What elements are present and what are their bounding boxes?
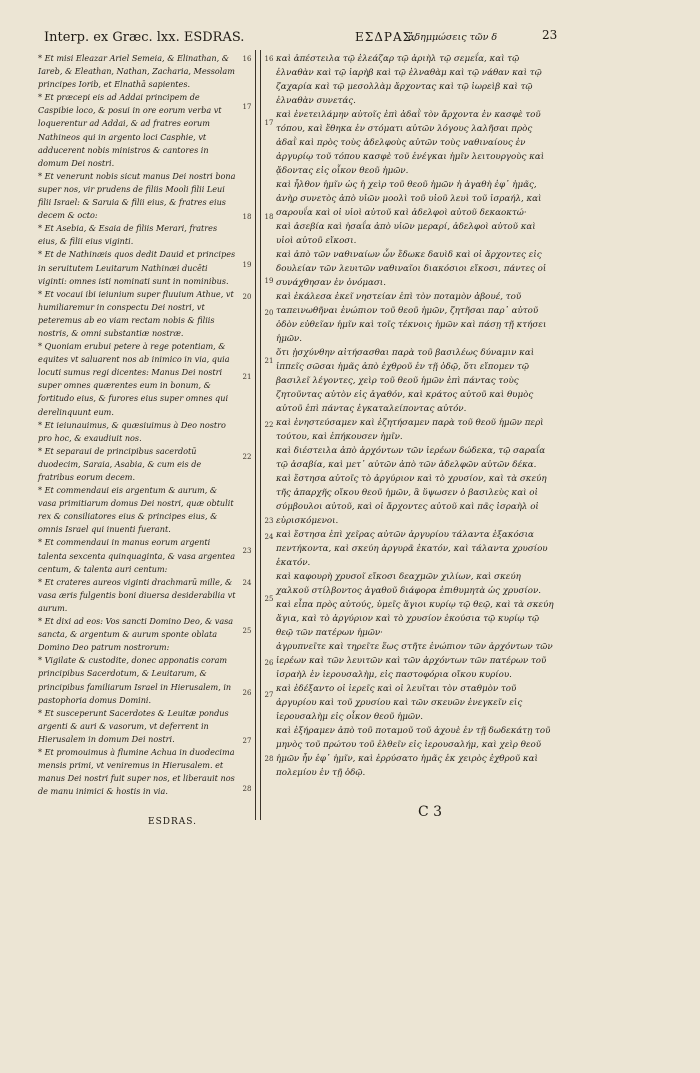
- verse-number: 27: [264, 691, 274, 699]
- greek-column: [276, 52, 554, 780]
- latin-running-head: Interp. ex Græc. lxx. ESDRAS.: [44, 30, 245, 45]
- verse-number: 25: [264, 595, 274, 603]
- greek-verse: καὶ ἐκάλεσα ἐκεῖ νηστείαν ἐπὶ τὸν ποταμὸν ἀβουέ, τοῦ ταπεινωθῆναι ἐνώπιον τοῦ θεοῦ ἡμῶν, ζητῆσαι παρ᾽ αὐτοῦ ὁδὸν εὐθεῖαν ἡμῖν καὶ τοῖς τέκνοις ἡμῶν καὶ πάσῃ τῇ κτήσει ἡμῶν.: [276, 292, 547, 344]
- latin-catchword: ESDRAS.: [148, 817, 197, 827]
- greek-verse: καὶ εἶπα πρὸς αὐτούς, ὑμεῖς ἅγιοι κυρίῳ τῷ θεῷ, καὶ τὰ σκεύη ἅγια, καὶ τὸ ἀργύριον καὶ τὸ χρυσίον ἑκούσια τῷ κυρίῳ τῷ θεῷ τῶν πατέρων ἡμῶν·: [276, 600, 554, 638]
- greek-verse: καὶ ἐξήραμεν ἀπὸ τοῦ ποταμοῦ τοῦ ἀχουὲ ἐν τῇ δωδεκάτῃ τοῦ μηνὸς τοῦ πρώτου τοῦ ἐλθεῖν εἰς ἱερουσαλήμ, καὶ χεὶρ θεοῦ ἡμῶν ἦν ἐφ᾽ ἡμῖν, καὶ ἐρρύσατο ἡμᾶς ἐκ χειρὸς ἐχθροῦ καὶ πολεμίου ἐν τῇ ὁδῷ.: [276, 726, 551, 778]
- verse-number: 20: [264, 309, 274, 317]
- latin-verse: * Quoniam erubui petere à rege potentiam, & equites vt saluarent nos ab inimico in via, quia locuti sumus regi dicentes: Manus Dei nostri super omnes quærentes eum in bonum, & fortitudo eius, & furores eius super omnes qui derelinquunt eum.: [38, 341, 230, 417]
- latin-column: [38, 52, 236, 798]
- verse-number: 27: [242, 737, 252, 745]
- greek-verse: καὶ ἀσεβία καὶ ἠσαΐα ἀπὸ υἱῶν μεραρί, ἀδελφοὶ αὐτοῦ καὶ υἱοὶ αὐτοῦ εἴκοσι.: [276, 222, 536, 246]
- latin-verse: * Et misi Eleazar Ariel Semeia, & Elinathan, & Iareb, & Eleathan, Nathan, Zacharia, Messolam principes Iorib, et Elnathā sapientes.: [38, 53, 235, 90]
- verse-number: 24: [242, 579, 252, 587]
- verse-number: 18: [264, 213, 274, 221]
- verse-number: 17: [264, 119, 274, 127]
- latin-verse: * Et crateres aureos viginti drachmarū mille, & vasa æris fulgentis boni diuersa desiderabilia vt aurum.: [38, 576, 236, 613]
- column-divider-right: [260, 50, 261, 820]
- latin-verse: * Et vocaui ibi ieiunium super fluuium Athue, vt humiliaremur in conspectu Dei nostri, vt peteremus ab eo viam rectam nobis & filiis nostris, & omni substantiæ nostræ.: [38, 288, 234, 338]
- verse-number: 23: [242, 547, 252, 555]
- verse-number: 20: [242, 293, 252, 301]
- page-number: 23: [542, 28, 558, 42]
- verse-number: 19: [264, 277, 274, 285]
- latin-verse: * Et commendaui in manus eorum argenti talenta sexcenta quinquaginta, & vasa argentea centum, & talenta auri centum:: [38, 537, 236, 574]
- greek-verse: καὶ ἐνηστεύσαμεν καὶ ἐζητήσαμεν παρὰ τοῦ θεοῦ ἡμῶν περὶ τούτου, καὶ ἐπήκουσεν ἡμῖν.: [276, 418, 544, 442]
- verse-number: 26: [264, 659, 274, 667]
- verse-number: 21: [264, 357, 274, 365]
- verse-number: 26: [242, 689, 252, 697]
- latin-verse: * Et dixi ad eos: Vos sancti Domino Deo, & vasa sancta, & argentum & aurum sponte oblata Domino Deo patrum nostrorum:: [38, 616, 234, 653]
- latin-verse: * Et commendaui eis argentum & aurum, & vasa primitiarum domus Dei nostri, quæ obtulit rex & consiliatores eius & principes eius, & omnis Israel qui inuenti fuerant.: [38, 485, 234, 535]
- latin-verse: * Et susceperunt Sacerdotes & Leuitæ pondus argenti & auri & vasorum, vt deferrent in Hierusalem in domum Dei nostri.: [38, 707, 229, 744]
- greek-verse: καὶ διέστειλα ἀπὸ ἀρχόντων τῶν ἱερέων δώδεκα, τῷ σαραΐα τῷ ἀσαβία, καὶ μετ᾽ αὐτῶν ἀπὸ τῶν ἀδελφῶν αὐτῶν δέκα.: [276, 446, 546, 470]
- latin-verse: * Et ieiunauimus, & quæsiuimus à Deo nostro pro hoc, & exaudiuit nos.: [38, 419, 226, 443]
- verse-number: 28: [264, 755, 274, 763]
- greek-verse: καὶ ἀπὸ τῶν ναθιναίων ὧν ἔδωκε δαυὶδ καὶ οἱ ἄρχοντες εἰς δουλείαν τῶν λευιτῶν ναθιναῖοι διακόσιοι εἴκοσι, πάντες οἱ συνάχθησαν ἐν ὀνόμασι.: [276, 250, 547, 288]
- greek-verse: ἀγρυπνεῖτε καὶ τηρεῖτε ἕως στῆτε ἐνώπιον τῶν ἀρχόντων τῶν ἱερέων καὶ τῶν λευιτῶν καὶ τῶν ἀρχόντων τῶν πατέρων τοῦ ἰσραὴλ ἐν ἱερουσαλὴμ, εἰς παστοφόρια οἴκου κυρίου.: [276, 642, 553, 680]
- greek-header-note: ἀδημμώσεις τῶν δ: [408, 32, 498, 43]
- verse-number: 18: [242, 213, 252, 221]
- verse-number: 22: [242, 453, 252, 461]
- signature-mark: C 3: [418, 804, 443, 820]
- verse-number: 24: [264, 533, 274, 541]
- greek-verse: καὶ ἀπέστειλα τῷ ἐλεάζαρ τῷ ἀριὴλ τῷ σεμεΐα, καὶ τῷ ἐλναθὰν καὶ τῷ ἰαρὴβ καὶ τῷ ἐλναθὰμ καὶ τῷ νάθαν καὶ τῷ ζαχαρία καὶ τῷ μεσολλὰμ ἄρχοντας καὶ τῷ ἰωρεὶβ καὶ τῷ ἐλναθὰν συνετάς.: [276, 54, 542, 106]
- greek-verse: καὶ ἐδέξαντο οἱ ἱερεῖς καὶ οἱ λευῖται τὸν σταθμὸν τοῦ ἀργυρίου καὶ τοῦ χρυσίου καὶ τῶν σκευῶν ἐνεγκεῖν εἰς ἱερουσαλὴμ εἰς οἶκον θεοῦ ἡμῶν.: [276, 684, 523, 722]
- latin-verse: * Et promouimus à flumine Achua in duodecima mensis primi, vt veniremus in Hierusalem. et manus Dei nostri fuit super nos, et liberauit nos de manu inimici & hostis in via.: [38, 746, 235, 797]
- greek-verse: καὶ καφουρὴ χρυσοῖ εἴκοσι δεαχμῶν χιλίων, καὶ σκεύη χαλκοῦ στίλβοντος ἀγαθοῦ διάφορα ἐπιθυμητὰ ὡς χρυσίον.: [276, 572, 541, 596]
- greek-verse: καὶ ἔστησα ἐπὶ χεῖρας αὐτῶν ἀργυρίου τάλαντα ἑξακόσια πεντήκοντα, καὶ σκεύη ἀργυρᾶ ἑκατόν, καὶ τάλαντα χρυσίου ἑκατόν.: [276, 530, 548, 568]
- verse-number: 23: [264, 517, 274, 525]
- latin-verse: * Et venerunt nobis sicut manus Dei nostri bona super nos, vir prudens de filiis Mooli filii Leui filii Israel: & Saruia & filii eius, & fratres eius decem & octo:: [38, 170, 236, 221]
- column-divider-left: [255, 50, 256, 820]
- verse-number: 19: [242, 261, 252, 269]
- greek-verse: καὶ ἦλθον ἡμῖν ὡς ἡ χεὶρ τοῦ θεοῦ ἡμῶν ἡ ἀγαθὴ ἐφ᾽ ἡμᾶς, ἀνὴρ συνετὸς ἀπὸ υἱῶν μοολὶ τοῦ υἱοῦ λευὶ τοῦ ἰσραήλ, καὶ σαρουΐα καὶ οἱ υἱοὶ αὐτοῦ καὶ ἀδελφοὶ αὐτοῦ δεκαοκτώ·: [276, 180, 542, 218]
- greek-verse: ὅτι ᾐσχύνθην αἰτήσασθαι παρὰ τοῦ βασιλέως δύναμιν καὶ ἱππεῖς σῶσαι ἡμᾶς ἀπὸ ἐχθροῦ ἐν τῇ ὁδῷ, ὅτι εἴπομεν τῷ βασιλεῖ λέγοντες, χεὶρ τοῦ θεοῦ ἡμῶν ἐπὶ πάντας τοὺς ζητοῦντας αὐτὸν εἰς ἀγαθόν, καὶ κράτος αὐτοῦ καὶ θυμὸς αὐτοῦ ἐπὶ πάντας ἐγκαταλείποντας αὐτόν.: [276, 348, 535, 414]
- latin-verse: * Et de Nathinæis quos dedit Dauid et principes in seruitutem Leuitarum Nathinæi ducēti viginti: omnes isti nominati sunt in nominibus.: [38, 249, 236, 286]
- verse-number: 16: [264, 55, 274, 63]
- latin-verse: * Et separaui de principibus sacerdotū duodecim, Saraia, Asabia, & cum eis de fratribus eorum decem.: [38, 445, 202, 482]
- greek-verse: καὶ ἐνετειλάμην αὐτοῖς ἐπὶ ἀδαῒ τὸν ἄρχοντα ἐν κασφὲ τοῦ τόπου, καὶ ἔθηκα ἐν στόματι αὐτῶν λόγους λαλῆσαι πρὸς ἀδαῒ καὶ πρὸς τοὺς ἀδελφοὺς αὐτῶν τοὺς ναθιναίους ἐν ἀργυρίῳ τοῦ τόπου κασφὲ τοῦ ἐνέγκαι ἡμῖν λειτουργοὺς καὶ ᾄδοντας εἰς οἶκον θεοῦ ἡμῶν.: [276, 110, 545, 176]
- latin-verse: * Vigilate & custodite, donec apponatis coram principibus Sacerdotum, & Leuitarum, & principibus familiarum Israel in Hierusalem, in pastophoria domus Domini.: [38, 655, 232, 705]
- verse-number: 22: [264, 421, 274, 429]
- running-header: [0, 26, 700, 50]
- greek-verse: καὶ ἔστησα αὐτοῖς τὸ ἀργύριον καὶ τὸ χρυσίον, καὶ τὰ σκεύη τῆς ἀπαρχῆς οἴκου θεοῦ ἡμῶν, ἃ ὕψωσεν ὁ βασιλεὺς καὶ οἱ σύμβουλοι αὐτοῦ, καὶ οἱ ἄρχοντες αὐτοῦ καὶ πᾶς ἰσραὴλ οἱ εὑρισκόμενοι.: [276, 474, 547, 526]
- latin-verse: * Et Asebia, & Esaia de filiis Merari, fratres eius, & filii eius viginti.: [38, 223, 218, 247]
- latin-verse: * Et præcepi eis ad Addai principem de Caspibie loco, & posui in ore eorum verba vt loquerentur ad Addai, & ad fratres eorum Nathineos qui in argento loci Casphie, vt adducerent nobis ministros & cantores in domum Dei nostri.: [38, 92, 222, 168]
- greek-running-head: ΕΣΔΡΑΣ.: [355, 30, 417, 44]
- verse-number: 16: [242, 55, 252, 63]
- verse-number: 28: [242, 785, 252, 793]
- verse-number: 17: [242, 103, 252, 111]
- verse-number: 25: [242, 627, 252, 635]
- verse-number: 21: [242, 373, 252, 381]
